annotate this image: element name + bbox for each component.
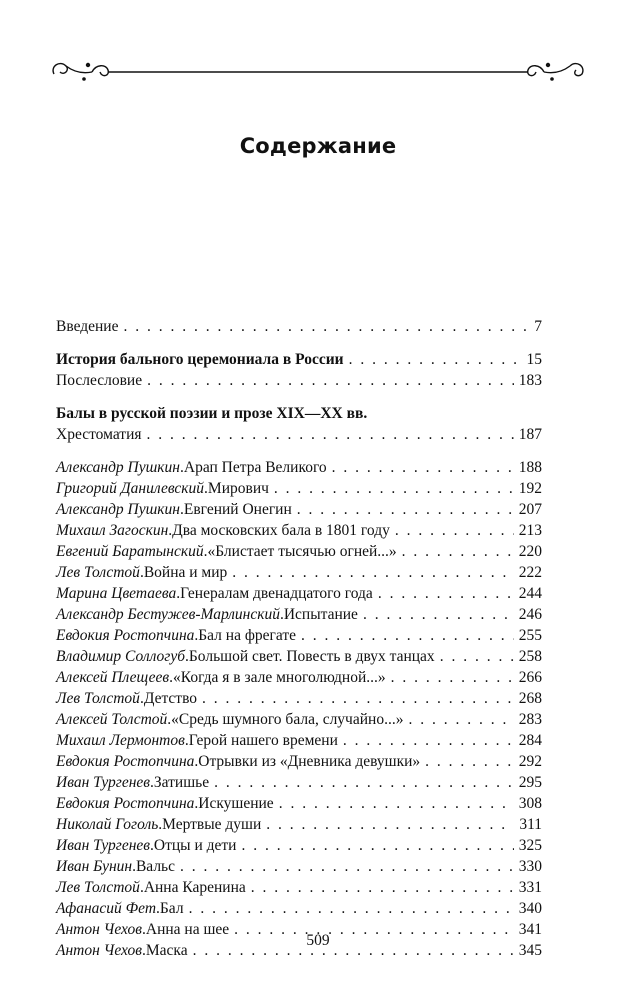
toc-entry <box>56 898 542 919</box>
toc-entry-page: 283 <box>518 711 542 728</box>
toc-entry-separator: . <box>180 459 184 476</box>
toc-leader-dots <box>241 835 513 856</box>
toc-leader-dots <box>363 604 514 625</box>
toc-entry <box>56 520 542 541</box>
toc-entry-title: Отрывки из «Дневника девушки» <box>198 753 421 770</box>
toc-entry-author: Александр Пушкин <box>56 459 180 476</box>
toc-entry-author: Александр Бестужев-Марлинский <box>56 606 280 623</box>
toc-leader-dots <box>349 349 522 370</box>
toc-leader-dots <box>378 583 514 604</box>
toc-entry <box>56 814 542 835</box>
toc-entry-author: Иван Тургенев <box>56 837 151 854</box>
toc-leader-dots <box>180 856 514 877</box>
toc-entry-title: «Когда я в зале многолюдной...» <box>173 669 386 686</box>
toc-entry-title: Испытание <box>283 606 358 623</box>
toc-leader-dots <box>395 520 514 541</box>
toc-entry-page: 330 <box>518 858 542 875</box>
toc-entry <box>56 772 542 793</box>
toc-entry-separator: . <box>194 753 199 770</box>
toc-entry-page: 331 <box>518 879 542 896</box>
toc-leader-dots <box>189 898 514 919</box>
toc-entry-title: Вальс <box>135 858 176 875</box>
toc-leader-dots <box>391 667 514 688</box>
toc-entry-author: Афанасий Фет <box>56 900 157 917</box>
toc-entry <box>56 349 542 370</box>
toc-entry-title: Два московских бала в 1801 году <box>172 522 390 539</box>
toc-entry-title: Мирович <box>207 480 269 497</box>
toc-entry-page: 192 <box>518 480 542 497</box>
toc-entry-title: Анна на шее <box>145 921 230 938</box>
toc-entry-author: Михаил Загоскин <box>56 522 169 539</box>
toc-entry-page: 266 <box>518 669 542 686</box>
toc-entry <box>56 646 542 667</box>
toc-entry-author: Владимир Соллогуб <box>56 648 186 665</box>
toc-entry-separator: . <box>180 501 184 518</box>
toc-leader-dots <box>123 316 529 337</box>
toc-entry-title: Искушение <box>198 795 274 812</box>
toc-entry <box>56 835 542 856</box>
toc-entry-separator: . <box>156 900 160 917</box>
toc-entry-author: Иван Бунин <box>56 858 133 875</box>
toc-entry-separator: . <box>168 522 173 539</box>
toc-entry-separator: . <box>167 711 172 728</box>
toc-entry-author: Иван Тургенев <box>56 774 151 791</box>
toc-entry <box>56 403 542 424</box>
toc-entry <box>56 370 542 391</box>
toc-entry-title: Бал на фрегате <box>198 627 297 644</box>
toc-entry <box>56 856 542 877</box>
toc-entry-title: Анна Каренина <box>143 879 246 896</box>
toc-entry-title: Маска <box>145 942 188 959</box>
toc-entry-title: Балы в русской поэзии и прозе XIX—XX вв. <box>56 405 368 422</box>
toc-leader-dots <box>343 730 514 751</box>
toc-leader-dots <box>279 793 514 814</box>
toc-entry-title: Бал <box>159 900 184 917</box>
toc-entry <box>56 709 542 730</box>
toc-entry-title: Арап Петра Великого <box>183 459 327 476</box>
toc-entry <box>56 583 542 604</box>
toc-entry-separator: . <box>150 774 154 791</box>
toc-entry-author: Лев Толстой <box>56 564 140 581</box>
toc-entry <box>56 562 542 583</box>
toc-entry-page: 220 <box>518 543 542 560</box>
toc-entry-page: 222 <box>518 564 542 581</box>
toc-entry-page: 246 <box>518 606 542 623</box>
toc-leader-dots <box>202 688 514 709</box>
toc-entry <box>56 688 542 709</box>
toc-leader-dots <box>402 541 514 562</box>
toc-entry <box>56 457 542 478</box>
toc-entry-page: 292 <box>518 753 542 770</box>
toc-entry-page: 295 <box>518 774 542 791</box>
toc-entry-page: 284 <box>518 732 542 749</box>
toc-entry-separator: . <box>184 732 189 749</box>
toc-entry <box>56 877 542 898</box>
toc-leader-dots <box>274 478 514 499</box>
toc-entry-title: Большой свет. Повесть в двух танцах <box>188 648 435 665</box>
toc-entry-separator: . <box>194 795 199 812</box>
toc-entry-separator: . <box>169 669 173 686</box>
toc-entry-author: Лев Толстой <box>56 690 140 707</box>
toc-leader-dots <box>147 424 514 445</box>
toc-entry-page: 258 <box>518 648 542 665</box>
toc-entry-separator: . <box>139 690 144 707</box>
toc-entry <box>56 424 542 445</box>
toc-leader-dots <box>425 751 514 772</box>
toc-leader-dots <box>147 370 514 391</box>
toc-entry <box>56 541 542 562</box>
toc-entry-separator: . <box>142 942 146 959</box>
toc-entry-title: Введение <box>56 318 119 335</box>
toc-entry-author: Евдокия Ростопчина <box>56 795 195 812</box>
toc-entry-separator: . <box>132 858 136 875</box>
toc-entry-title: Евгений Онегин <box>183 501 292 518</box>
toc-entry-separator: . <box>150 837 154 854</box>
toc-entry-author: Евгений Баратынский <box>56 543 204 560</box>
toc-entry-author: Алексей Толстой <box>56 711 168 728</box>
toc-entry-author: Михаил Лермонтов <box>56 732 185 749</box>
toc-entry-title: История бального церемониала в России <box>56 351 344 368</box>
toc-entry <box>56 316 542 337</box>
toc-entry-title: «Блистает тысячью огней...» <box>207 543 397 560</box>
toc-leader-dots <box>332 457 514 478</box>
toc-entry-title: Послесловие <box>56 372 143 389</box>
toc-entry-author: Александр Пушкин <box>56 501 180 518</box>
toc-entry-page: 311 <box>519 816 542 833</box>
toc-entry-title: Герой нашего времени <box>188 732 338 749</box>
toc-entry <box>56 625 542 646</box>
toc-entry-separator: . <box>194 627 199 644</box>
toc-entry-page: 340 <box>518 900 542 917</box>
toc-entry-author: Антон Чехов <box>56 942 142 959</box>
toc-entry-page: 244 <box>518 585 542 602</box>
table-of-contents <box>56 316 542 961</box>
toc-entry-separator: . <box>203 543 208 560</box>
toc-entry-author: Евдокия Ростопчина <box>56 753 195 770</box>
toc-entry-separator: . <box>204 480 208 497</box>
toc-leader-dots <box>214 772 514 793</box>
toc-entry-page: 345 <box>518 942 542 959</box>
toc-entry-separator: . <box>142 921 146 938</box>
toc-entry-page: 7 <box>534 318 542 335</box>
toc-leader-dots <box>301 625 514 646</box>
toc-entry-title: Мертвые души <box>162 816 262 833</box>
toc-entry <box>56 478 542 499</box>
ornament-divider <box>48 52 588 88</box>
toc-entry <box>56 793 542 814</box>
toc-entry-separator: . <box>176 585 181 602</box>
toc-entry <box>56 499 542 520</box>
toc-leader-dots <box>408 709 513 730</box>
toc-entry-title: «Средь шумного бала, случайно...» <box>171 711 404 728</box>
toc-entry <box>56 667 542 688</box>
toc-entry-author: Антон Чехов <box>56 921 142 938</box>
toc-entry-separator: . <box>158 816 163 833</box>
toc-entry-author: Евдокия Ростопчина <box>56 627 195 644</box>
toc-entry-page: 188 <box>518 459 542 476</box>
toc-entry-separator: . <box>139 564 144 581</box>
toc-entry-separator: . <box>185 648 189 665</box>
toc-entry-title: Хрестоматия <box>56 426 142 443</box>
toc-entry-author: Лев Толстой <box>56 879 140 896</box>
toc-entry-title: Затишье <box>153 774 210 791</box>
toc-entry <box>56 730 542 751</box>
toc-entry-page: 213 <box>518 522 542 539</box>
toc-entry-title: Война и мир <box>143 564 228 581</box>
toc-entry-author: Григорий Данилевский <box>56 480 205 497</box>
page-title: Содержание <box>239 134 397 158</box>
toc-entry-page: 207 <box>518 501 542 518</box>
toc-entry-title: Отцы и дети <box>153 837 237 854</box>
toc-leader-dots <box>297 499 514 520</box>
toc-entry <box>56 751 542 772</box>
toc-entry-page: 308 <box>518 795 542 812</box>
toc-entry-separator: . <box>279 606 284 623</box>
toc-leader-dots <box>266 814 514 835</box>
toc-entry-page: 15 <box>526 351 542 368</box>
toc-entry-page: 255 <box>518 627 542 644</box>
toc-leader-dots <box>440 646 514 667</box>
toc-entry-page: 325 <box>518 837 542 854</box>
toc-entry <box>56 604 542 625</box>
toc-entry-author: Николай Гоголь <box>56 816 159 833</box>
toc-entry-page: 187 <box>518 426 542 443</box>
toc-entry-author: Марина Цветаева <box>56 585 177 602</box>
toc-entry-page: 341 <box>518 921 542 938</box>
page-number: 509 <box>306 932 330 949</box>
toc-entry-separator: . <box>139 879 144 896</box>
toc-entry-author: Алексей Плещеев <box>56 669 170 686</box>
toc-entry-title: Генералам двенадцатого года <box>180 585 373 602</box>
toc-leader-dots <box>251 877 514 898</box>
toc-entry-page: 268 <box>518 690 542 707</box>
toc-entry-page: 183 <box>518 372 542 389</box>
toc-entry-title: Детство <box>143 690 198 707</box>
toc-leader-dots <box>232 562 513 583</box>
